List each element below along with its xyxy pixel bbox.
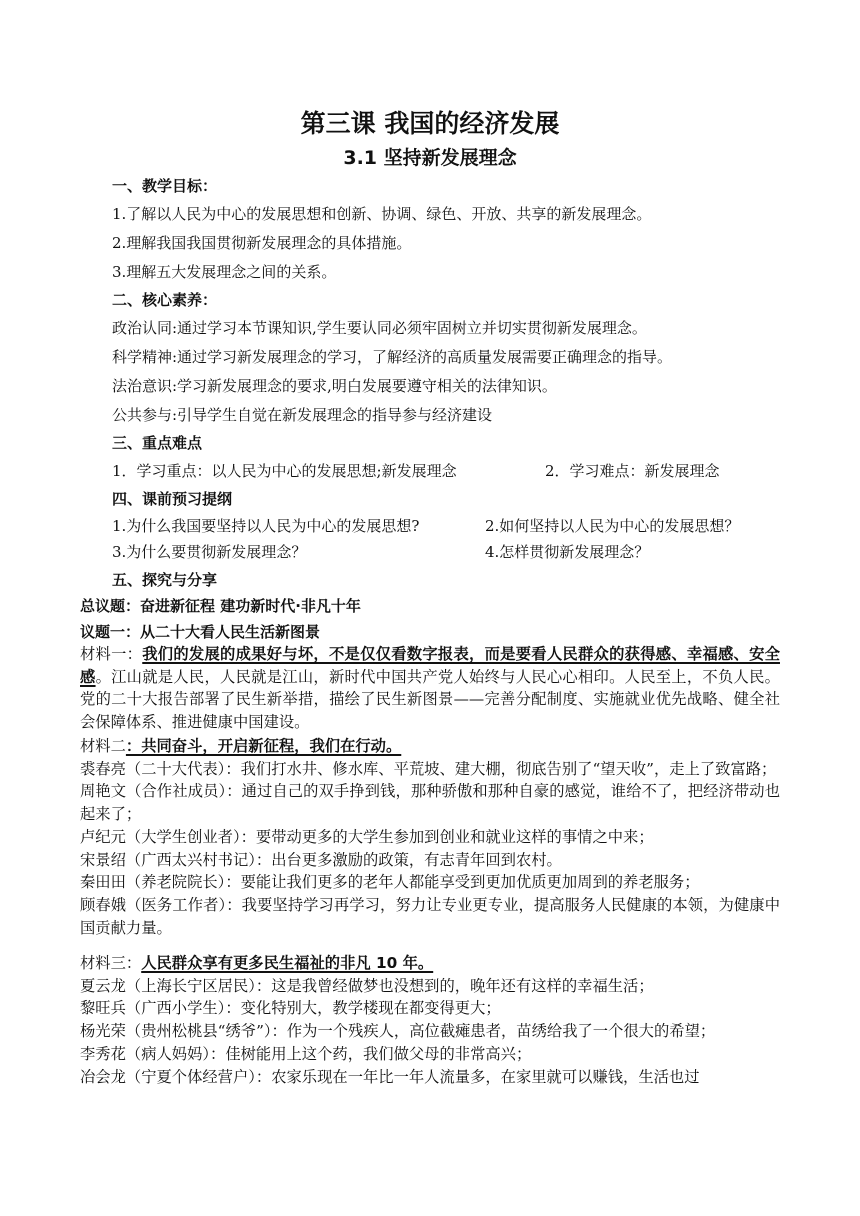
goal-item: 3.理解五大发展理念之间的关系。 xyxy=(112,263,337,281)
heading-explore-share: 五、探究与分享 xyxy=(112,571,218,589)
lesson-title: 第三课 我国的经济发展 xyxy=(300,109,560,138)
topic-one: 议题一：从二十大看人民生活新图景 xyxy=(80,623,321,641)
quote-line: 杨光荣（贵州松桃县“绣爷”）：作为一个残疾人，高位截瘫患者，苗绣给我了一个很大的希望； xyxy=(80,1022,716,1041)
quote-line: 秦田田（养老院院长）：要能让我们更多的老年人都能享受到更加优质更加周到的养老服务； xyxy=(80,873,700,892)
material-label: 材料三： xyxy=(80,954,142,972)
preview-question: 4.怎样贯彻新发展理念？ xyxy=(485,543,650,561)
quote-line: 黎旺兵（广西小学生）：变化特别大，教学楼现在都变得更大； xyxy=(80,999,501,1018)
material-heading-line xyxy=(80,735,780,758)
quote-line: 卢纪元（大学生创业者）：要带动更多的大学生参加到创业和就业这样的事情之中来； xyxy=(80,827,654,846)
quote-line: 顾春娥（医务工作者）：我要坚持学习再学习，努力让专业更专业，提高服务人民健康的本领，为健康中国贡献力量。 xyxy=(80,895,780,937)
heading-preview-outline: 四、课前预习提纲 xyxy=(112,490,233,508)
literacy-item: 科学精神:通过学习新发展理念的学习，了解经济的高质量发展需要正确理念的指导。 xyxy=(112,348,673,366)
material-text: 。江山就是人民，人民就是江山，新时代中国共产党人始终与人民心心相印。人民至上，不负人民。党的二十大报告部署了民生新举措，描绘了民生新图景——完善分配制度、实施就业优先战略、健全社会保障体系、推进健康中国建设。 xyxy=(80,667,780,732)
material-emphasis: 我们的发展的成果好与坏，不是仅仅看数字报表，而是要看人民群众的获得感、幸福感、安全感 xyxy=(80,645,780,686)
quote-line: 冶会龙（宁夏个体经营户）：农家乐现在一年比一年人流量多，在家里就可以赚钱，生活也过 xyxy=(80,1067,700,1086)
quote-line: 宋景绍（广西太兴村书记）：出台更多激励的政策，有志青年回到农村。 xyxy=(80,850,562,869)
literacy-item: 政治认同:通过学习本节课知识,学生要认同必须牢固树立并切实贯彻新发展理念。 xyxy=(112,319,647,337)
preview-question: 1.为什么我国要坚持以人民为中心的发展思想? xyxy=(112,517,420,535)
heading-teaching-goals: 一、教学目标： xyxy=(112,177,218,195)
material-two xyxy=(80,735,780,939)
difficult-point: 2．学习难点：新发展理念 xyxy=(545,462,720,480)
preview-question: 2.如何坚持以人民为中心的发展思想？ xyxy=(485,517,740,535)
material-label: 材料二 xyxy=(80,737,126,755)
literacy-item: 法治意识:学习新发展理念的要求,明白发展要遵守相关的法律知识。 xyxy=(112,377,557,395)
key-point: 1．学习重点：以人民为中心的发展思想;新发展理念 xyxy=(112,462,457,480)
quote-line: 夏云龙（上海长宁区居民）：这是我曾经做梦也没想到的，晚年还有这样的幸福生活； xyxy=(80,976,654,995)
material-emphasis: 人民群众享有更多民生福祉的非凡 10 年。 xyxy=(141,954,434,972)
material-one xyxy=(80,643,780,734)
quote-line: 裘春亮（二十大代表）：我们打水井、修水库、平荒坡、建大棚，彻底告别了“望天收”，走上了致富路； xyxy=(80,759,777,778)
material-three xyxy=(80,952,780,1088)
section-title: 3.1 坚持新发展理念 xyxy=(343,147,517,169)
heading-key-points: 三、重点难点 xyxy=(112,434,203,452)
quote-line: 周艳文（合作社成员）：通过自己的双手挣到钱，那种骄傲和那种自豪的感觉，谁给不了，把经济带动也起来了； xyxy=(80,782,780,824)
heading-core-literacy: 二、核心素养： xyxy=(112,291,218,309)
general-topic: 总议题：奋进新征程 建功新时代·非凡十年 xyxy=(80,597,361,615)
goal-item: 2.理解我国我国贯彻新发展理念的具体措施。 xyxy=(112,234,412,252)
material-label: 材料一： xyxy=(80,645,143,663)
preview-question: 3.为什么要贯彻新发展理念？ xyxy=(112,543,307,561)
material-heading-line xyxy=(80,952,780,975)
goal-item: 1.了解以人民为中心的发展思想和创新、协调、绿色、开放、共享的新发展理念。 xyxy=(112,205,652,223)
quote-line: 李秀花（病人妈妈）：佳树能用上这个药，我们做父母的非常高兴； xyxy=(80,1044,532,1063)
literacy-item: 公共参与:引导学生自觉在新发展理念的指导参与经济建设 xyxy=(112,406,493,424)
material-emphasis: ：共同奋斗，开启新征程，我们在行动。 xyxy=(125,737,402,755)
